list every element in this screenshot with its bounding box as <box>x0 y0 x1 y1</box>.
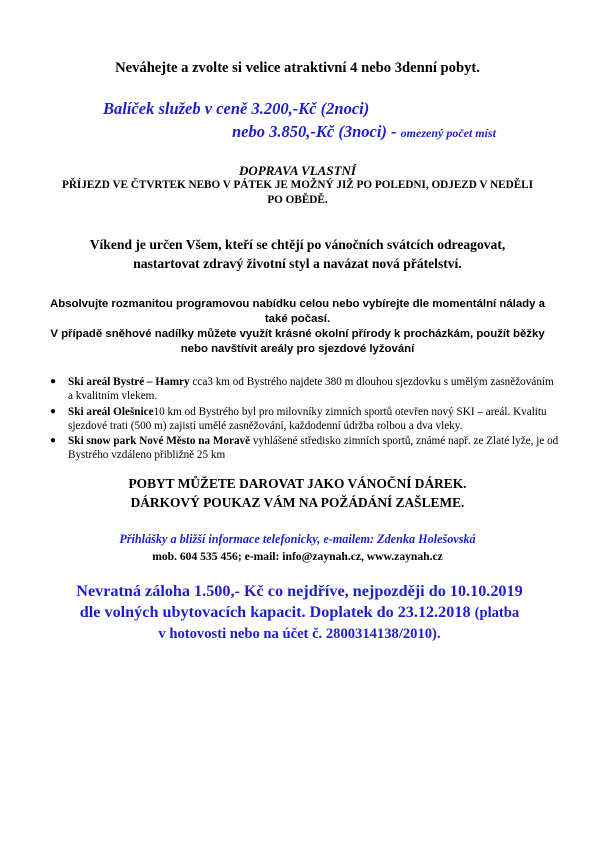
package-price-3-nights-main: nebo 3.850,-Kč (3noci) - <box>232 122 401 141</box>
list-item <box>44 405 559 434</box>
list-item <box>44 434 559 463</box>
deposit-line-1: Nevratná záloha 1.500,- Kč co nejdříve, nejpozději do 10.10.2019 <box>76 582 523 600</box>
deposit-line-2 <box>22 602 577 624</box>
weekend-description <box>40 235 555 273</box>
ski-resort-text: 10 km od Bystrého byl pro milovníky zimních sportů otevřen nový SKI – areál. Kvalitu sjezdové trati (500 m) zajistí umělé zasněžování, každodenní údržba rolbou a dva vleky. <box>68 405 547 432</box>
ski-resort-text: cca3 km od Bystrého najdete 380 m dlouhou sjezdovku s umělým zasněžováním a kvalitním vlekem. <box>68 376 554 403</box>
weekend-line-2: nastartovat zdravý životní styl a navázat nová přátelství. <box>133 256 462 271</box>
bullet-icon: ● <box>50 435 57 447</box>
bullet-icon: ● <box>50 405 57 417</box>
package-price-2-nights: Balíček služeb v ceně 3.200,-Kč (2noci) <box>103 99 370 118</box>
weekend-line-1: Víkend je určen Všem, kteří se chtějí po vánočních svátcích odreagovat, <box>89 237 506 252</box>
ski-resort-name: Ski areál Olešnice <box>68 405 154 418</box>
limited-places-note: omezený počet míst <box>400 126 496 140</box>
program-line-3: V případě sněhové nadílky můžete využít krásné okolní přírody k procházkám, použít běžky <box>50 328 545 340</box>
deposit-line-3: v hotovosti nebo na účet č. 2800314138/2010). <box>158 626 441 642</box>
program-line-2: také počasí. <box>264 313 331 325</box>
package-price-3-nights <box>232 122 496 142</box>
ski-resort-name: Ski areál Bystré – Hamry <box>68 376 190 388</box>
headline: Neváhejte a zvolte si velice atraktivní 4 nebo 3denní pobyt. <box>115 60 480 76</box>
deposit-line-2-main: dle volných ubytovacích kapacit. Doplatek do 23.12.2018 <box>79 603 475 621</box>
ski-resort-list <box>44 375 559 464</box>
list-item <box>44 375 559 404</box>
ski-resort-text: vyhlášené středisko zimních sportů, známé např. ze Zlaté lyže, je od Bystrého vzdáleno přibližně 25 km <box>68 435 559 462</box>
gift-line-2: DÁRKOVÝ POUKAZ VÁM NA POŽÁDÁNÍ ZAŠLEME. <box>130 495 465 510</box>
gift-line-1: POBYT MŮŽETE DAROVAT JAKO VÁNOČNÍ DÁREK. <box>128 476 467 491</box>
gift-voucher-notice <box>0 474 595 512</box>
transport-title: DOPRAVA VLASTNÍ <box>239 163 356 178</box>
program-description <box>10 297 585 357</box>
program-line-4: nebo navštívit areály pro sjezdové lyžování <box>180 343 415 355</box>
program-line-1: Absolvujte rozmanitou programovou nabídku celou nebo vybírejte dle momentální nálady a <box>50 298 545 310</box>
deposit-line-2-small: (platba <box>474 605 520 621</box>
bullet-icon: ● <box>50 376 57 387</box>
contact-details: mob. 604 535 456; e-mail: info@zaynah.cz, www.zaynah.cz <box>152 550 443 563</box>
contact-intro: Přihlášky a bližší informace telefonicky, e-mailem: Zdenka Holešovská <box>119 532 476 546</box>
ski-resort-name: Ski snow park Nové Město na Moravě <box>68 435 251 448</box>
transport-text: PŘÍJEZD VE ČTVRTEK NEBO V PÁTEK JE MOŽNÝ JIŽ PO POLEDNI, ODJEZD V NEDĚLI PO OBĚDĚ. <box>61 179 533 206</box>
deposit-notice <box>22 581 577 645</box>
